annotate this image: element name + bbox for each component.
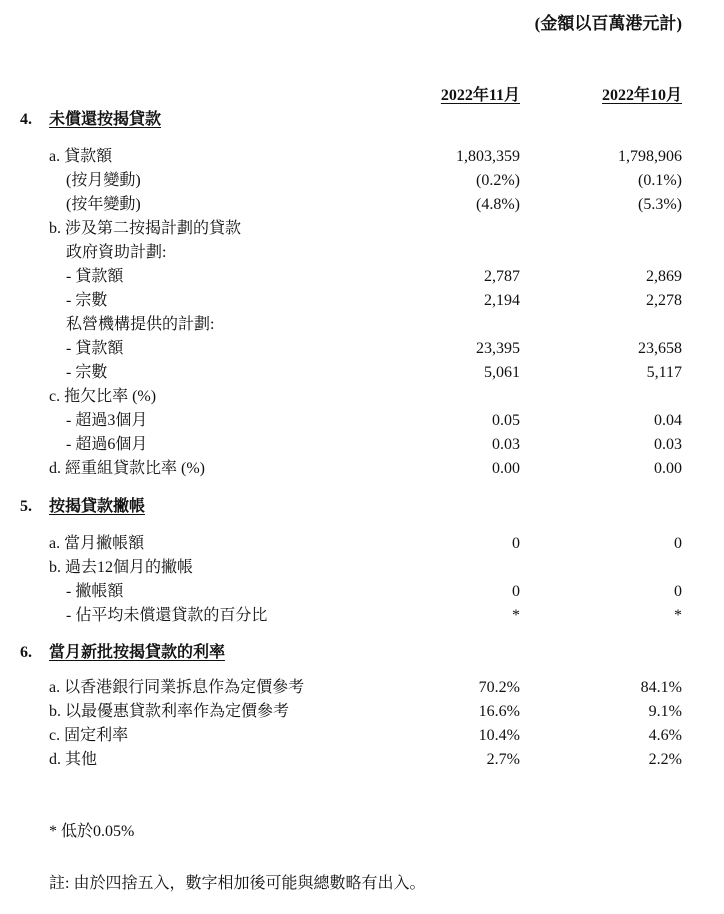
- section-title-outstanding-mortgage-loans: 未償還按揭貸款: [49, 111, 162, 128]
- row-value-nov: 0.05: [492, 412, 520, 429]
- row-label: a. 貸款額: [49, 148, 113, 165]
- row-value-oct: 84.1%: [640, 679, 682, 696]
- section-title-mortgage-write-offs: 按揭貸款撇帳: [49, 498, 146, 515]
- row-label: c. 拖欠比率 (%): [49, 388, 157, 405]
- row-label: - 貸款額: [66, 268, 124, 285]
- row-label: (按年變動): [66, 196, 141, 213]
- row-value-nov: 16.6%: [478, 703, 520, 720]
- remark: 註: 由於四捨五入，數字相加後可能與總數略有出入。: [49, 875, 426, 892]
- row-label: - 超過3個月: [66, 412, 148, 429]
- row-label: a. 當月撇帳額: [49, 535, 145, 552]
- row-value-nov: (4.8%): [476, 196, 520, 213]
- row-value-nov: 1,803,359: [456, 148, 520, 165]
- row-value-nov: 2,194: [484, 292, 520, 309]
- unit-note: (金額以百萬港元計): [534, 14, 682, 33]
- row-value-nov: 10.4%: [478, 727, 520, 744]
- row-label: a. 以香港銀行同業拆息作為定價參考: [49, 679, 305, 696]
- row-label: (按月變動): [66, 172, 141, 189]
- row-value-oct: 0.00: [654, 460, 682, 477]
- row-label: - 佔平均未償還貸款的百分比: [66, 607, 268, 624]
- row-value-oct: 1,798,906: [618, 148, 682, 165]
- row-value-oct: 23,658: [638, 340, 682, 357]
- row-label: d. 其他: [49, 751, 98, 768]
- row-value-oct: 0.04: [654, 412, 682, 429]
- row-value-oct: 2,278: [646, 292, 682, 309]
- column-header-nov-2022: 2022年11月: [440, 87, 520, 104]
- row-value-nov: 0: [512, 535, 520, 552]
- row-label: - 貸款額: [66, 340, 124, 357]
- row-value-oct: 9.1%: [648, 703, 682, 720]
- section-title-new-mortgage-interest-rates: 當月新批按揭貸款的利率: [49, 644, 226, 661]
- row-label: b. 過去12個月的撇帳: [49, 559, 194, 576]
- row-value-nov: *: [512, 607, 520, 624]
- section-number: 4.: [20, 111, 32, 128]
- row-label: - 宗數: [66, 364, 108, 381]
- row-value-nov: 0.03: [492, 436, 520, 453]
- row-label: - 超過6個月: [66, 436, 148, 453]
- row-value-oct: 0: [674, 535, 682, 552]
- section-number: 5.: [20, 498, 32, 515]
- row-label: 政府資助計劃:: [66, 244, 167, 261]
- row-label: b. 涉及第二按揭計劃的貸款: [49, 220, 242, 237]
- row-value-nov: 5,061: [484, 364, 520, 381]
- row-label: - 宗數: [66, 292, 108, 309]
- row-label: d. 經重組貸款比率 (%): [49, 460, 205, 477]
- row-value-nov: 23,395: [476, 340, 520, 357]
- row-value-oct: 2.2%: [648, 751, 682, 768]
- row-value-nov: (0.2%): [476, 172, 520, 189]
- row-value-nov: 0: [512, 583, 520, 600]
- row-value-oct: *: [674, 607, 682, 624]
- row-value-oct: 4.6%: [648, 727, 682, 744]
- row-value-oct: 2,869: [646, 268, 682, 285]
- section-number: 6.: [20, 644, 32, 661]
- row-value-oct: 0.03: [654, 436, 682, 453]
- row-value-nov: 70.2%: [478, 679, 520, 696]
- row-value-oct: 0: [674, 583, 682, 600]
- row-label: b. 以最優惠貸款利率作為定價參考: [49, 703, 290, 720]
- column-header-oct-2022: 2022年10月: [601, 87, 682, 104]
- row-value-nov: 0.00: [492, 460, 520, 477]
- row-value-nov: 2.7%: [486, 751, 520, 768]
- row-value-oct: (5.3%): [638, 196, 682, 213]
- row-label: 私營機構提供的計劃:: [66, 316, 215, 333]
- footnote: * 低於0.05%: [49, 823, 135, 840]
- row-label: c. 固定利率: [49, 727, 129, 744]
- row-value-nov: 2,787: [484, 268, 520, 285]
- row-value-oct: (0.1%): [638, 172, 682, 189]
- row-label: - 撇帳額: [66, 583, 124, 600]
- row-value-oct: 5,117: [646, 364, 682, 381]
